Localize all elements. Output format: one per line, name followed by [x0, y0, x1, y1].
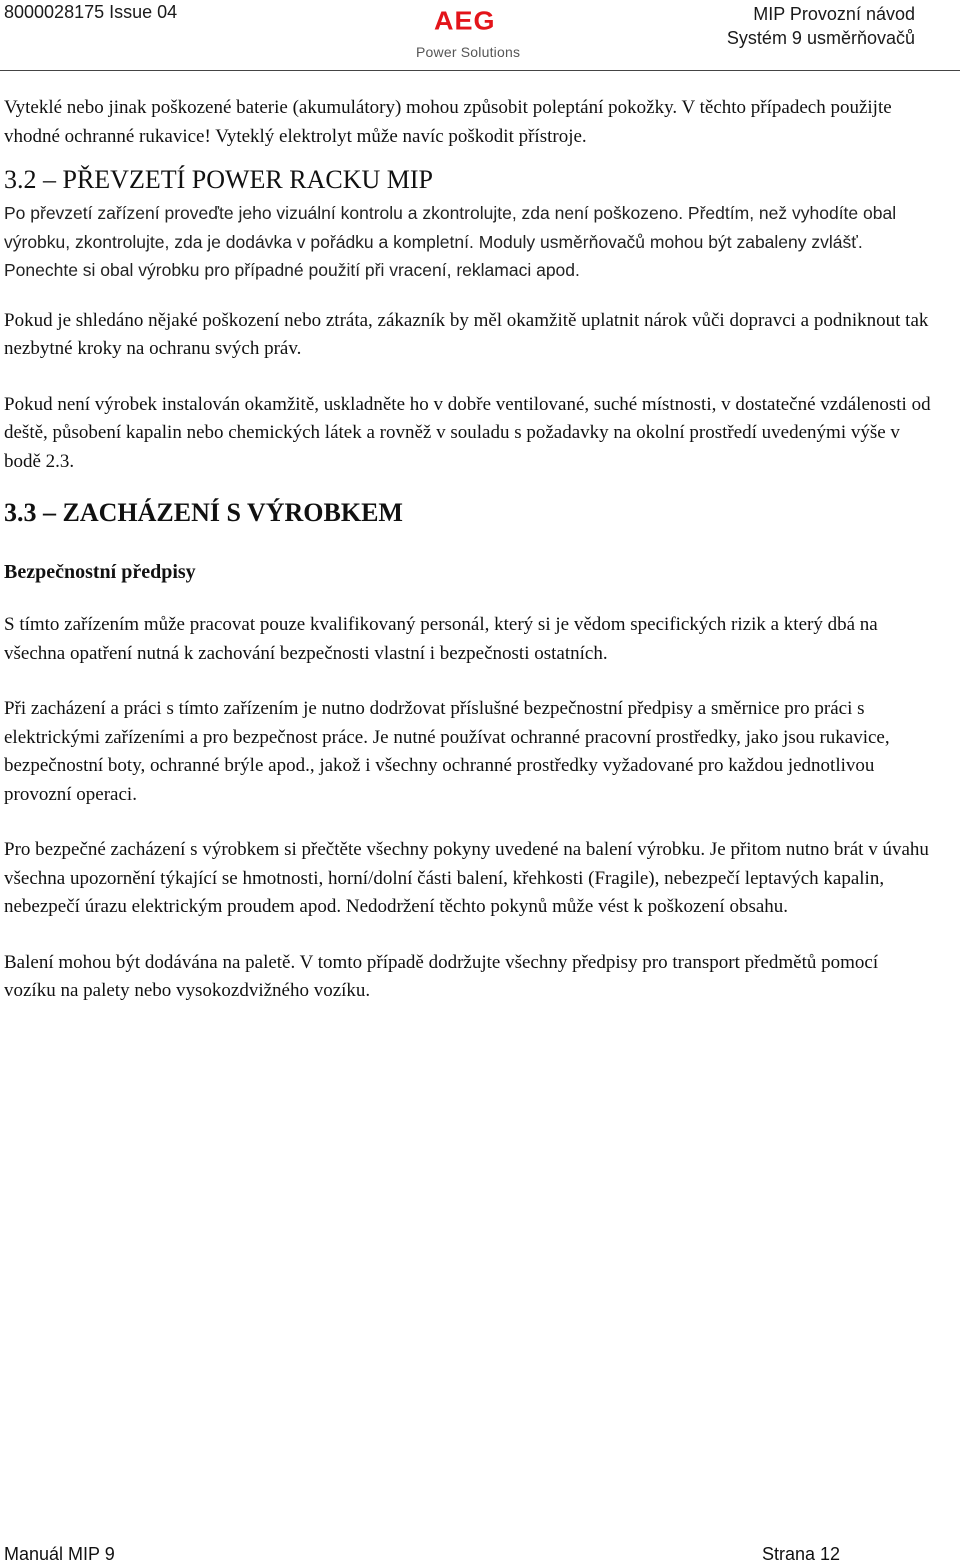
section-3-3-paragraph-2: Při zacházení a práci s tímto zařízením je nutno dodržovat příslušné bezpečnostní předpisy a směrnice pro práci s elektrickými zařízeními a pro bezpečnost práce. Je nutné používat ochranné pracovní prostředky, jako jsou rukavice, bezpečnostní boty, ochranné brýle apod., jakož i všechny ochranné prostředky vyžadované pro každou jednotlivou provozní operaci. — [4, 698, 890, 805]
document-title-line2: Systém 9 usměrňovačů — [726, 28, 915, 48]
logo-subtext: Power Solutions — [416, 44, 521, 60]
section-3-3-paragraph-3: Pro bezpečné zacházení s výrobkem si přečtěte všechny pokyny uvedené na balení výrobku. Je přitom nutno brát v úvahu všechna upozornění týkající se hmotnosti, horní/dolní části balení, křehkosti (Fragile), nebezpečí leptavých kapalin, nebezpečí úrazu elektrickým proudem apod. Nedodržení těchto pokynů může vést k poškození obsahu. — [4, 839, 929, 917]
section-3-3-paragraph-4: Balení mohou být dodávána na paletě. V tomto případě dodržujte všechny předpisy pro transport předmětů pomocí vozíku na palety nebo vysokozdvižného vozíku. — [4, 951, 879, 1001]
document-number: 8000028175 Issue 04 — [4, 2, 178, 22]
page-content — [4, 94, 934, 1006]
section-3-2-paragraph-1: Po převzetí zařízení proveďte jeho vizuální kontrolu a zkontrolujte, zda není poškozeno. Předtím, než vyhodíte obal výrobku, zkontrolujte, zda je dodávka v pořádku a kompletní. Moduly usměrňovačů mohou být zabaleny zvlášť. Ponechte si obal výrobku pro případné použití při vracení, reklamaci apod. — [4, 203, 897, 280]
footer-page-number: Strana 12 — [762, 1544, 841, 1564]
intro-paragraph: Vyteklé nebo jinak poškozené baterie (akumulátory) mohou způsobit poleptání pokožky. V těchto případech použijte vhodné ochranné rukavice! Vyteklý elektrolyt může navíc poškodit přístroje. — [4, 97, 892, 147]
section-3-2-paragraph-2: Pokud je shledáno nějaké poškození nebo ztráta, zákazník by měl okamžitě uplatnit nárok vůči dopravci a podniknout tak nezbytné kroky na ochranu svých práv. — [4, 309, 929, 359]
section-3-3-paragraph-1: S tímto zařízením může pracovat pouze kvalifikovaný personál, který si je vědom specifických rizik a který dbá na všechna opatření nutná k zachování bezpečnosti vlastní i bezpečnosti ostatních. — [4, 614, 878, 664]
page-header — [0, 0, 960, 72]
aeg-logo — [416, 6, 536, 60]
section-3-3-heading: 3.3 – ZACHÁZENÍ S VÝROBKEM — [4, 498, 403, 527]
section-3-3-subheading: Bezpečnostní předpisy — [4, 561, 196, 583]
footer-manual-name: Manuál MIP 9 — [4, 1544, 115, 1564]
document-title — [727, 2, 915, 50]
header-divider — [0, 70, 960, 71]
section-3-2-paragraph-3: Pokud není výrobek instalován okamžitě, uskladněte ho v dobře ventilované, suché místnosti, v dostatečné vzdálenosti od deště, působení kapalin nebo chemických látek a rovněž v souladu s požadavky na okolní prostředí uvedenými výše v bodě 2.3. — [4, 393, 931, 472]
document-title-line1: MIP Provozní návod — [753, 4, 915, 24]
logo-mark: AEG — [434, 6, 496, 36]
section-3-2-heading: 3.2 – PŘEVZETÍ POWER RACKU MIP — [4, 165, 434, 194]
